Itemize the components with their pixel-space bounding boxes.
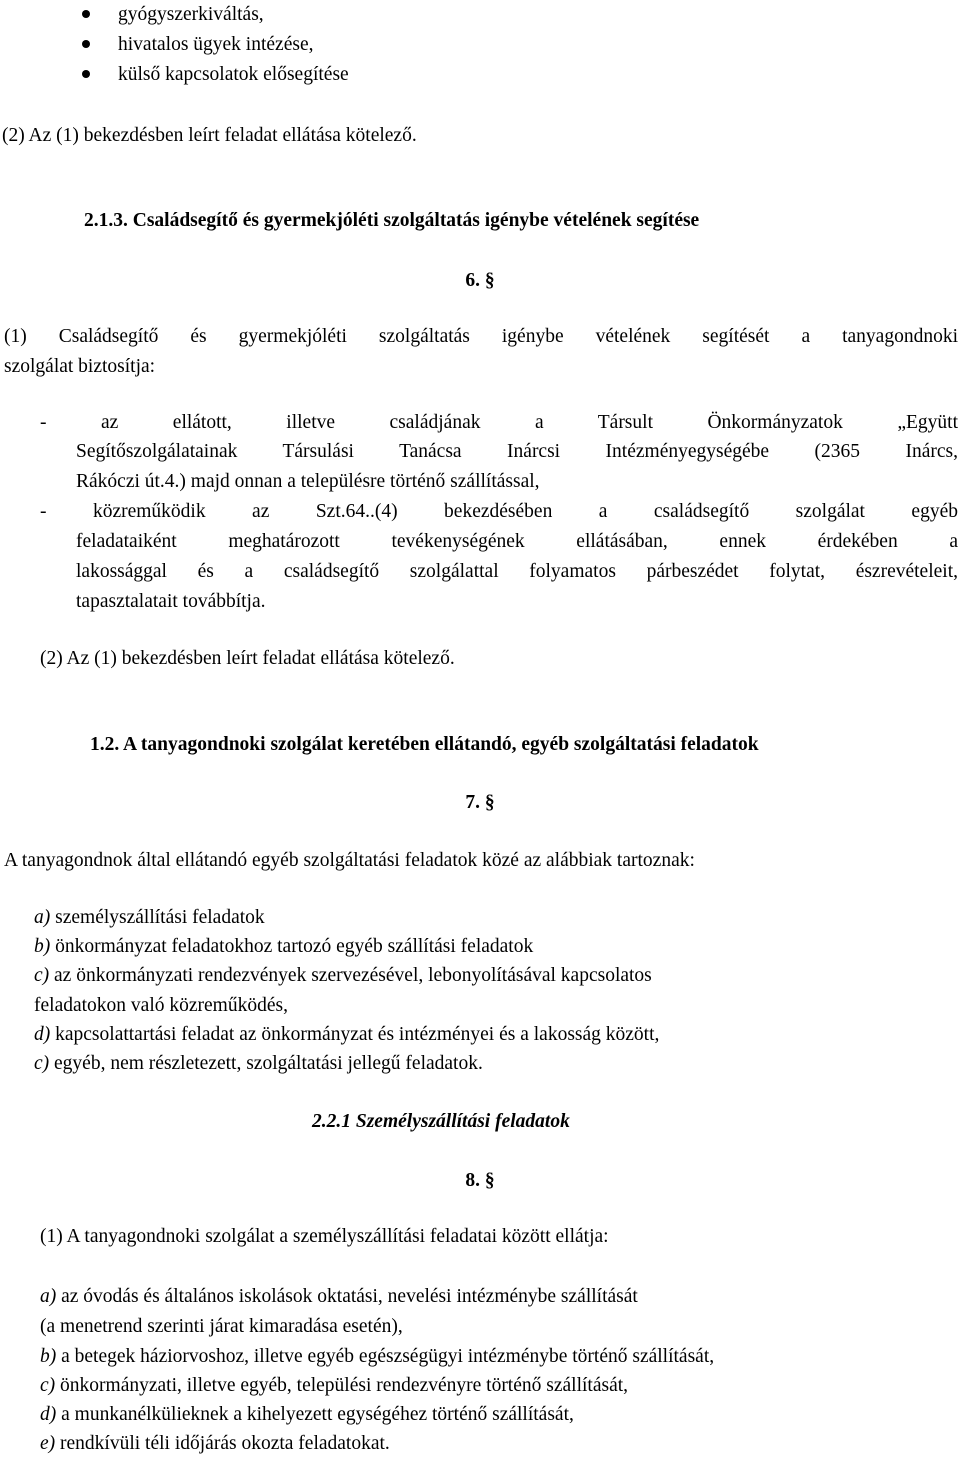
list-item: b) a betegek háziorvoshoz, illetve egyéb egészségügyi intézménybe történő szállítását, (40, 1346, 715, 1367)
section-heading: 1.2. A tanyagondnoki szolgálat keretében ellátandó, egyéb szolgáltatási feladatok (90, 734, 759, 755)
dash-item-cont: Rákóczi út.4.) majd onnan a településre történő szállítással, (76, 471, 540, 492)
bullet-item: gyógyszerkiváltás, (118, 4, 264, 25)
dash-item-cont: Segítőszolgálatainak Társulási Tanácsa Inárcsi Intézményegységébe (2365 Inárcs, (76, 441, 958, 462)
dash-item-cont: tapasztalatait továbbítja. (76, 591, 266, 612)
dash-item: - közreműködik az Szt.64..(4) bekezdésében a családsegítő szolgálat egyéb (40, 501, 958, 522)
section-number: 6. § (465, 270, 495, 291)
list-item: d) kapcsolattartási feladat az önkormányzat és intézményei és a lakosság között, (34, 1024, 660, 1045)
bullet-item: külső kapcsolatok elősegítése (118, 64, 349, 85)
list-item-cont: (a menetrend szerinti járat kimaradása esetén), (40, 1316, 403, 1337)
paragraph: (1) A tanyagondnoki szolgálat a személyszállítási feladatai között ellátja: (40, 1226, 609, 1247)
section-heading: 2.1.3. Családsegítő és gyermekjóléti szolgáltatás igénybe vételének segítése (84, 210, 700, 231)
bullet-item: hivatalos ügyek intézése, (118, 34, 314, 55)
section-number: 8. § (465, 1170, 495, 1191)
list-item: e) rendkívüli téli időjárás okozta feladatokat. (40, 1433, 390, 1454)
bullet-dot (82, 70, 90, 78)
dash-item: - az ellátott, illetve családjának a Társult Önkormányzatok „Együtt (40, 412, 958, 433)
dash-item-cont: feladataiként meghatározott tevékenységének ellátásában, ennek érdekében a (76, 531, 958, 552)
paragraph: szolgálat biztosítja: (4, 356, 156, 377)
section-heading: 2.2.1 Személyszállítási feladatok (312, 1111, 570, 1132)
list-item: c) önkormányzati, illetve egyéb, települési rendezvényre történő szállítását, (40, 1375, 629, 1396)
list-item: d) a munkanélkülieknek a kihelyezett egységéhez történő szállítását, (40, 1404, 574, 1425)
paragraph: (2) Az (1) bekezdésben leírt feladat ellátása kötelező. (2, 125, 417, 146)
paragraph: (1) Családsegítő és gyermekjóléti szolgáltatás igénybe vételének segítését a tanyagondnoki (4, 326, 958, 347)
paragraph: A tanyagondnok által ellátandó egyéb szolgáltatási feladatok közé az alábbiak tartoznak: (4, 850, 695, 871)
paragraph: (2) Az (1) bekezdésben leírt feladat ellátása kötelező. (40, 648, 455, 669)
dash-item-cont: lakossággal és a családsegítő szolgálattal folyamatos párbeszédet folytat, észrevételeit, (76, 561, 958, 582)
list-item: c) egyéb, nem részletezett, szolgáltatási jellegű feladatok. (34, 1053, 483, 1074)
list-item: a) személyszállítási feladatok (34, 907, 265, 928)
list-item-cont: feladatokon való közreműködés, (34, 995, 288, 1016)
list-item: c) az önkormányzati rendezvények szervezésével, lebonyolításával kapcsolatos (34, 965, 652, 986)
section-number: 7. § (465, 792, 495, 813)
list-item: b) önkormányzat feladatokhoz tartozó egyéb szállítási feladatok (34, 936, 534, 957)
bullet-dot (82, 40, 90, 48)
bullet-dot (82, 10, 90, 18)
list-item: a) az óvodás és általános iskolások oktatási, nevelési intézménybe szállítását (40, 1286, 638, 1307)
